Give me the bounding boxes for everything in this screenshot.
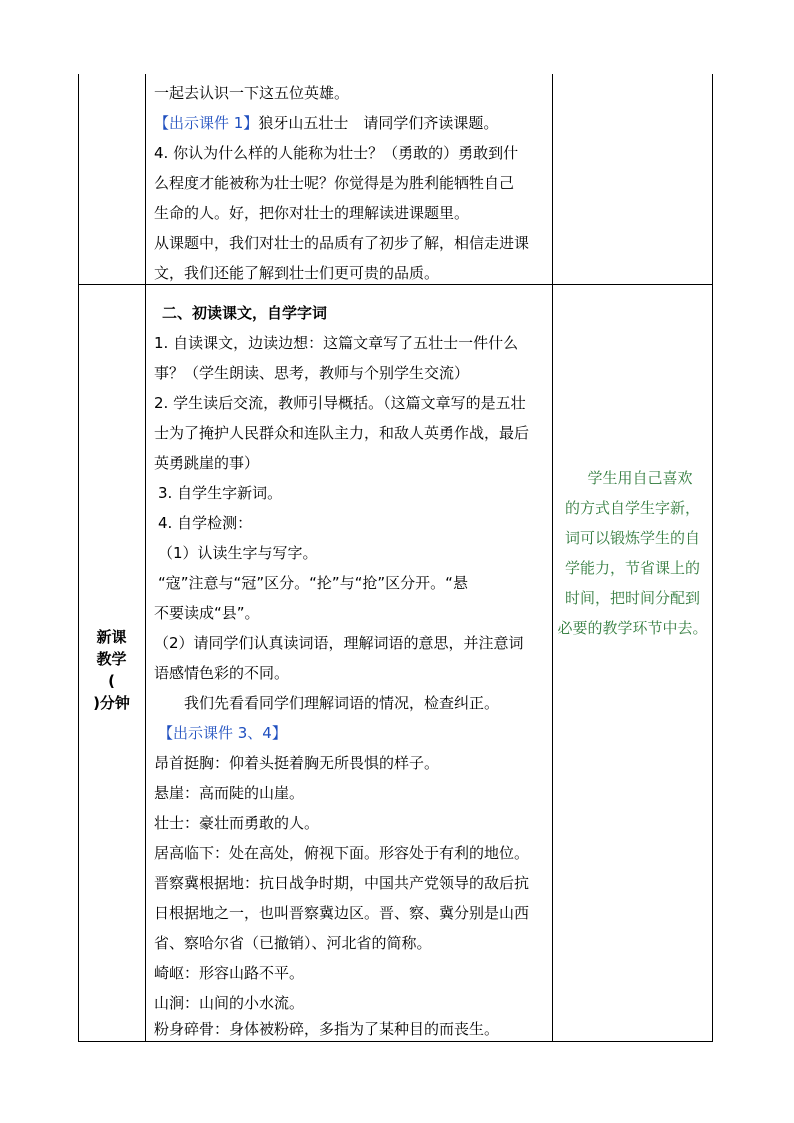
section2-line: 2. 学生读后交流，教师引导概括。（这篇文章写的是五壮 — [154, 394, 526, 412]
section-heading: 二、初读课文，自学字词 — [162, 304, 328, 322]
lesson-plan-table — [78, 74, 713, 1042]
vocab-line: 日根据地之一，也叫晋察冀边区。晋、察、冀分别是山西 — [154, 904, 530, 922]
vocab-line: 省、察哈尔省（已撤销）、河北省的简称。 — [154, 934, 432, 952]
section2-line: “寇”注意与“冠”区分。“抡”与“抢”区分开。“悬 — [158, 574, 468, 592]
section2-line: 语感情色彩的不同。 — [154, 664, 290, 682]
vocab-line: 居高临下：处在高处，俯视下面。形容处于有利的地位。 — [154, 844, 530, 862]
courseware-tag: 【出示课件 3、4】 — [158, 724, 287, 742]
vocab-line: 粉身碎骨：身体被粉碎，多指为了某种目的而丧生。 — [154, 1020, 500, 1038]
vocab-line: 晋察冀根据地：抗日战争时期，中国共产党领导的敌后抗 — [154, 874, 530, 892]
section2-line: （1）认读生字与写字。 — [158, 544, 318, 562]
section2-line: 4. 自学检测： — [158, 514, 253, 532]
vocab-line: 山涧：山间的小水流。 — [154, 994, 305, 1012]
design-intent-note: 学生用自己喜欢 的方式自学生字新， 词可以锻炼学生的自 学能力，节省课上的 时间，把时间分配到 必要的教学环节中去。 — [557, 469, 708, 637]
section2-line: 英勇跳崖的事） — [154, 454, 260, 472]
section2-line: 我们先看看同学们理解词语的情况，检查纠正。 — [154, 694, 500, 712]
section2-line: 1. 自读课文，边读边想：这篇文章写了五壮士一件什么 — [154, 334, 519, 352]
section1-line: 【出示课件 1】狼牙山五壮士 请同学们齐读课题。 — [154, 114, 499, 132]
table-border-bottom — [78, 1041, 713, 1042]
section1-line: 4. 你认为什么样的人能称为壮士？（勇敢的）勇敢到什 — [154, 144, 519, 162]
section1-line: 么程度才能被称为壮士呢？你觉得是为胜利能牺牲自己 — [154, 174, 515, 192]
section2-line: 士为了掩护人民群众和连队主力，和敌人英勇作战，最后 — [154, 424, 530, 442]
section1-line: 一起去认识一下这五位英雄。 — [154, 84, 350, 102]
section2-line: 3. 自学生字新词。 — [158, 484, 283, 502]
section2-label: 新课 教学 ( )分钟 — [93, 628, 130, 712]
vocab-line: 昂首挺胸：仰着头挺着胸无所畏惧的样子。 — [154, 754, 440, 772]
section2-line: （2）请同学们认真读词语，理解词语的意思，并注意词 — [154, 634, 524, 652]
courseware-tag: 【出示课件 1】 — [154, 114, 259, 132]
vocab-line: 壮士：豪壮而勇敢的人。 — [154, 814, 320, 832]
vocab-line: 崎岖：形容山路不平。 — [154, 964, 305, 982]
section1-line: 从课题中，我们对壮士的品质有了初步了解，相信走进课 — [154, 234, 530, 252]
vocab-line: 悬崖：高而陡的山崖。 — [154, 784, 305, 802]
section1-line: 文，我们还能了解到壮士们更可贵的品质。 — [154, 264, 440, 282]
section2-line: 不要读成“县”。 — [154, 604, 260, 622]
table-border-left — [78, 74, 79, 1042]
section1-line: 生命的人。好，把你对壮士的理解读进课题里。 — [154, 204, 470, 222]
section2-line: 事？（学生朗读、思考，教师与个别学生交流） — [154, 364, 470, 382]
column-divider-1 — [145, 74, 146, 1042]
